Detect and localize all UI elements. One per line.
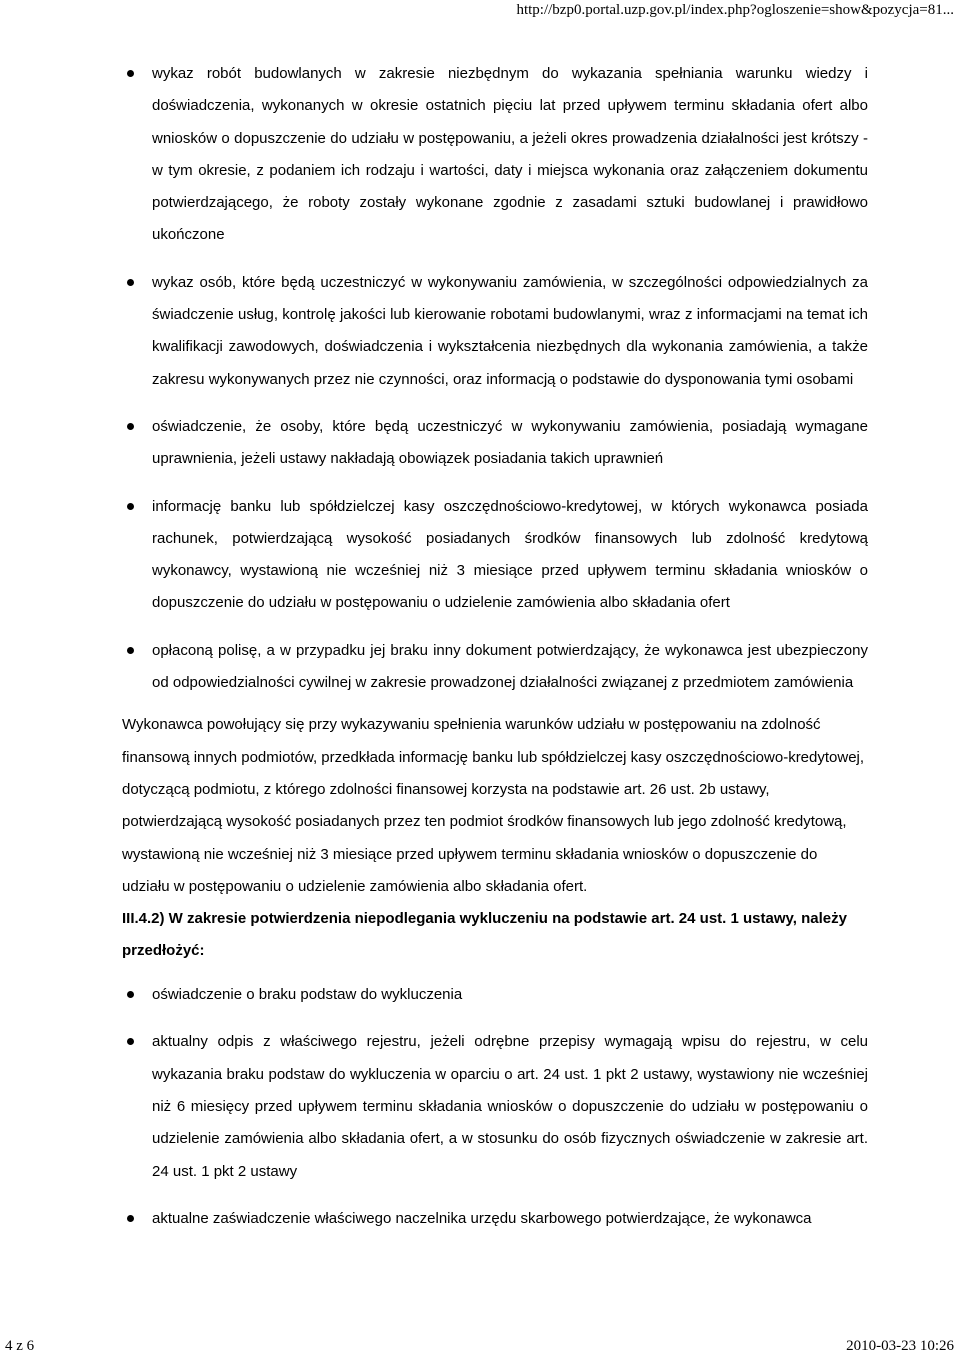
list-item-text: oświadczenie o braku podstaw do wykluczenia: [152, 986, 463, 1004]
list-item-text: wykaz osób, które będą uczestniczyć w wykonywaniu zamówienia, w szczególności odpowiedzialnych za świadczenie usług, kontrolę jakości lub kierowanie robotami budowlanymi, wraz z informacjami na temat ich kwalifikacji zawodowych, doświadczenia i wykształcenia niezbędnych dla wykonania zamówienia, a także zakresu wykonywanych przez nie czynności, oraz informacją o podstawie do dysponowania tymi osobami: [152, 273, 868, 388]
page-number: 4 z 6: [5, 1338, 35, 1354]
document-content: [122, 58, 868, 1250]
list-item: [122, 491, 868, 620]
list-item-text: oświadczenie, że osoby, które będą uczestniczyć w wykonywaniu zamówienia, posiadają wymagane uprawnienia, jeżeli ustawy nakładają obowiązek posiadania takich uprawnień: [152, 417, 868, 468]
list-item: [122, 1026, 868, 1187]
bullet-icon: [127, 279, 134, 286]
bullet-icon: [127, 503, 134, 510]
bullet-icon: [127, 647, 134, 654]
print-datetime: 2010-03-23 10:26: [846, 1338, 954, 1354]
list-item: [122, 1203, 868, 1235]
list-item: [122, 58, 868, 252]
bullet-icon: [127, 1038, 134, 1045]
list-item-text: informację banku lub spółdzielczej kasy oszczędnościowo-kredytowej, w których wykonawca posiada rachunek, potwierdzającą wysokość posiadanych środków finansowych lub zdolność kredytową wykonawcy, wystawioną nie wcześniej niż 3 miesiące przed upływem terminu składania wniosków o dopuszczenie do udziału w postępowaniu o udzielenie zamówienia albo składania ofert: [152, 497, 868, 612]
bullet-icon: [127, 1215, 134, 1222]
list-item-text: aktualny odpis z właściwego rejestru, jeżeli odrębne przepisy wymagają wpisu do rejestru, w celu wykazania braku podstaw do wykluczenia w oparciu o art. 24 ust. 1 pkt 2 ustawy, wystawiony nie wcześniej niż 6 miesięcy przed upływem terminu składania wniosków o dopuszczenie do udziału w postępowaniu o udzielenie zamówienia albo składania ofert, a w stosunku do osób fizycznych oświadczenie w zakresie art. 24 ust. 1 pkt 2 ustawy: [152, 1033, 868, 1180]
list-item: [122, 411, 868, 476]
section-heading: III.4.2) W zakresie potwierdzenia niepodlegania wykluczeniu na podstawie art. 24 ust. 1 ustawy, należy przedłożyć:: [122, 910, 847, 960]
list-item-text: aktualne zaświadczenie właściwego naczelnika urzędu skarbowego potwierdzające, że wykonawca: [152, 1209, 812, 1227]
bullet-icon: [127, 991, 134, 998]
list-item-text: opłaconą polisę, a w przypadku jej braku inny dokument potwierdzający, że wykonawca jest ubezpieczony od odpowiedzialności cywilnej w zakresie prowadzonej działalności związanej z przedmiotem zamówienia: [152, 641, 868, 692]
requirements-list: [122, 58, 868, 699]
bullet-icon: [127, 423, 134, 430]
exclusion-documents-list: [122, 979, 868, 1235]
page-url-header: http://bzp0.portal.uzp.gov.pl/index.php?ogloszenie=show&pozycja=81...: [516, 2, 954, 18]
list-item: [122, 979, 868, 1011]
bullet-icon: [127, 70, 134, 77]
list-item-text: wykaz robót budowlanych w zakresie niezbędnym do wykazania spełniania warunku wiedzy i doświadczenia, wykonanych w okresie ostatnich pięciu lat przed upływem terminu składania ofert albo wniosków o dopuszczenie do udziału w postępowaniu, a jeżeli okres prowadzenia działalności jest krótszy - w tym okresie, z podaniem ich rodzaju i wartości, daty i miejsca wykonania oraz załączeniem dokumentu potwierdzającego, że roboty zostały wykonane zgodnie z zasadami sztuki budowlanej i prawidłowo ukończone: [152, 65, 868, 244]
financial-capacity-paragraph: Wykonawca powołujący się przy wykazywaniu spełnienia warunków udziału w postępowaniu na zdolność finansową innych podmiotów, przedkłada informację banku lub spółdzielczej kasy oszczędnościowo-kredytowej, dotyczącą podmiotu, z którego zdolności finansowej korzysta na podstawie art. 26 ust. 2b ustawy, potwierdzającą wysokość posiadanych przez ten podmiot środków finansowych lub jego zdolność kredytową, wystawioną nie wcześniej niż 3 miesiące przed upływem terminu składania wniosków o dopuszczenie do udziału w postępowaniu o udzielenie zamówienia albo składania ofert.: [122, 716, 865, 895]
list-item: [122, 635, 868, 700]
list-item: [122, 267, 868, 396]
